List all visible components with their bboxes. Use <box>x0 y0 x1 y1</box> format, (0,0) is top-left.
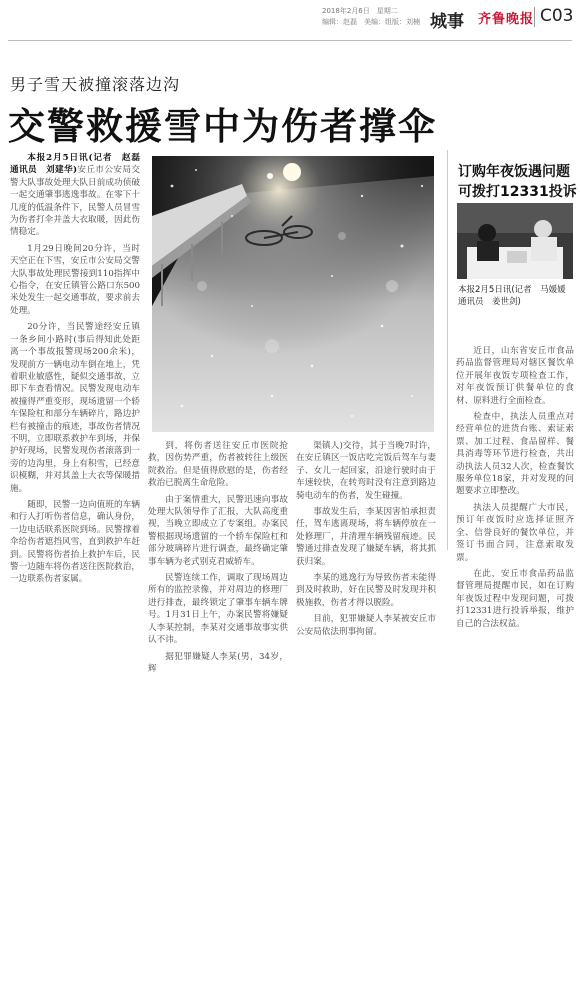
page-number: C03 <box>540 6 574 26</box>
article-paragraph: 据犯罪嫌疑人李某(男，34岁，辉 <box>148 651 288 674</box>
accident-scene-photo <box>152 156 434 432</box>
masthead <box>0 0 580 40</box>
article-kicker: 男子雪天被撞滚落边沟 <box>10 75 181 94</box>
article-paragraph: 事故发生后，李某因害怕承担责任，驾车逃离现场，将车辆停放在一处修理厂，并清理车辆残留痕迹。民警通过排查发现了嫌疑车辆，将其抓获归案。 <box>296 507 436 567</box>
sidebar-headline <box>458 162 577 202</box>
masthead-date: 2018年2月6日 星期二 <box>322 7 398 15</box>
sidebar-paragraph: 在此，安丘市食品药品监督管理局提醒市民，如在订购年夜饭过程中发现问题，可拨打12331进行投诉举报，维护自己的合法权益。 <box>456 568 574 629</box>
masthead-meta <box>322 6 420 28</box>
article-paragraph: 目前，犯罪嫌疑人李某被安丘市公安局依法刑事拘留。 <box>296 614 436 637</box>
article-paragraph: 20分许，当民警途经安丘镇一条乡间小路时(事后得知此处距离一个事故报警现场200余米)，发现前方一辆电动车倒在地上，凭着职业敏感性，疑似交通事故，立即下车查看情况。民警发现电动车被撞得严重变形，现场遗留一个轿车保险杠和部分车辆碎片，路边护栏有被撞击的痕迹，事故伤者情况不明，立即联系救护车到场，并保护好现场，民警发现伤者滚落到一旁的边沟里，身上有积雪，已经意识模糊，并对其盖上大衣等保暖措施。 <box>10 322 140 494</box>
article-paragraph: 安丘市公安局交警大队事故处理大队日前成功侦破一起交通肇事逃逸事故。在零下十几度的低温条件下，民警人员冒雪为伤者打伞并盖大衣取暖，因此伤情稳定。 <box>10 165 140 238</box>
article-paragraph: 随即，民警一边向值班的车辆和行人打听伤者信息，确认身份，一边电话联系医院到场。民警撑着伞给伤者遮挡风雪，直到救护车赶到。民警将伤者抬上救护车后，民警一边随车将伤者送往医院救治，一边联系伤者家属。 <box>10 499 140 585</box>
sidebar-paragraph: 执法人员提醒广大市民，预订年夜饭时应选择证照齐全、信誉良好的餐饮单位，并签订书面合同，注意索取发票。 <box>456 502 574 563</box>
article-column-1 <box>10 152 149 590</box>
sidebar-paragraph: 检查中，执法人员重点对经营单位的进货台账、索证索票、加工过程、食品留样、餐具消毒等环节进行检查，共出动执法人员32人次，检查餐饮服务单位18家，并对发现的问题要求立即整改。 <box>456 412 574 497</box>
article-paragraph: 民警连续工作，调取了现场周边所有的监控录像，并对周边的修理厂进行排查，最终锁定了肇事车辆车牌号。1月31日上午，办案民警将嫌疑人李某控制，李某对交通事故事实供认不讳。 <box>148 573 288 646</box>
masthead-divider <box>534 7 535 27</box>
article-column-2 <box>148 440 288 679</box>
article-byline: 本报2月5日讯(记者 赵磊 通讯员 刘建华) <box>10 153 149 176</box>
sidebar-column <box>456 345 574 634</box>
snow-road-illustration <box>152 156 434 432</box>
inspection-photo <box>457 203 573 279</box>
sidebar-headline-line-1: 订购年夜饭遇问题 <box>458 164 570 180</box>
article-column-3 <box>296 440 436 642</box>
newspaper-logo: 齐鲁晚报 <box>478 12 535 27</box>
sidebar-divider <box>447 150 448 550</box>
sidebar-paragraph: 近日，山东省安丘市食品药品监督管理局对辖区餐饮单位开展年夜饭专项检查工作，对年夜饭预订供餐单位的食材、原料进行全面检查。 <box>456 346 574 406</box>
sidebar-headline-line-2: 可拨打12331投诉 <box>458 184 577 200</box>
article-paragraph: 李某的逃逸行为导致伤者未能得到及时救助，好在民警及时发现并积极施救，伤者才得以脱险。 <box>296 573 436 608</box>
article-paragraph: 1月29日晚间20分许，当时天空正在下雪，安丘市公安局交警大队事故处理民警接到110指挥中心指令，在安丘镇管公路口东500米处发生一起交通事故，要求前去处理。 <box>10 243 140 316</box>
article-paragraph: 到，将伤者送往安丘市医院抢救，因伤势严重，伤者被转往上级医院救治。但是值得欣慰的是，伤者经救治已脱离生命危险。 <box>148 441 288 489</box>
inspectors-illustration <box>457 203 573 279</box>
article-paragraph: 渠镇人)交待，其于当晚7时许，在安丘镇区一饭店吃完饭后驾车与妻子、女儿一起回家，沿途行驶时由于车速较快，在转弯时没有注意到路边骑电动车的伤者，发生碰撞。 <box>296 441 436 501</box>
header-rule <box>8 40 572 41</box>
masthead-editors: 编辑：赵磊 美编：组版：刘楠 <box>322 18 420 26</box>
sidebar-byline: 本报2月5日讯(记者 马媛媛 通讯员 姜世剑) <box>458 285 575 307</box>
article-headline: 交警救援雪中为伤者撑伞 <box>8 105 437 148</box>
article-paragraph: 由于案情重大，民警迅速向事故处理大队领导作了汇报，大队高度重视，当晚立即成立了专案组。办案民警根据现场遗留的一个轿车保险杠和部分玻璃碎片进行调查，最终确定肇事车辆为老式别克君威轿车。 <box>148 494 288 567</box>
section-name: 城事 <box>430 12 464 32</box>
